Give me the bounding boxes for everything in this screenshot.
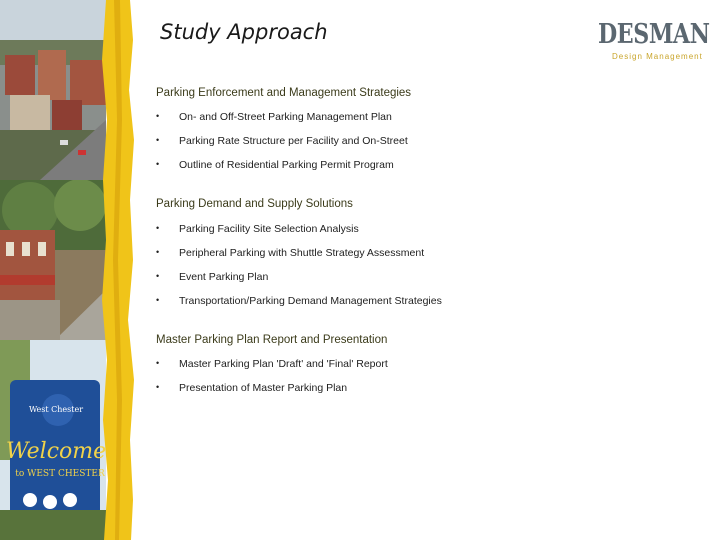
- photo-strip: [0, 0, 106, 540]
- bullet: •: [156, 135, 160, 145]
- list-item-text: Outline of Residential Parking Permit Program: [179, 159, 394, 171]
- svg-text:West Chester: West Chester: [28, 405, 84, 414]
- section-heading: Parking Demand and Supply Solutions: [156, 198, 353, 210]
- section-heading: Parking Enforcement and Management Strategies: [156, 87, 412, 99]
- bullet: •: [156, 295, 160, 305]
- desman-logo: [598, 19, 710, 61]
- bullet: •: [156, 223, 160, 233]
- bullet: •: [156, 111, 160, 121]
- list-item: [156, 295, 696, 311]
- bullet: •: [156, 358, 160, 368]
- list-item: [156, 247, 696, 263]
- list-item: [156, 358, 696, 374]
- bullet: •: [156, 159, 160, 169]
- yellow-accent-band: [100, 0, 136, 540]
- town-aerial-photo: [0, 0, 106, 180]
- logo-tagline: Design Management: [612, 52, 703, 61]
- list-item: [156, 111, 696, 127]
- list-item: [156, 223, 696, 239]
- list-item: [156, 135, 696, 151]
- section-heading: Master Parking Plan Report and Presentation: [156, 334, 388, 346]
- list-item: [156, 271, 696, 287]
- welcome-sign-photo: [0, 340, 106, 540]
- list-item-text: Event Parking Plan: [179, 271, 269, 283]
- bullet: •: [156, 271, 160, 281]
- list-item-text: Parking Facility Site Selection Analysis: [179, 223, 359, 235]
- page-title: Study Approach: [160, 20, 328, 44]
- list-item: [156, 382, 696, 398]
- svg-text:Welcome: Welcome: [5, 439, 106, 464]
- list-item-text: Presentation of Master Parking Plan: [179, 382, 348, 394]
- list-item-text: Peripheral Parking with Shuttle Strategy Assessment: [179, 247, 425, 259]
- list-item-text: Transportation/Parking Demand Management Strategies: [179, 295, 442, 307]
- list-item-text: Master Parking Plan 'Draft' and 'Final' Report: [179, 358, 388, 370]
- bullet: •: [156, 247, 160, 257]
- street-photo: [0, 180, 106, 340]
- svg-text:to WEST CHESTER: to WEST CHESTER: [15, 469, 105, 479]
- bullet: •: [156, 382, 160, 392]
- list-item-text: On- and Off-Street Parking Management Plan: [179, 111, 392, 123]
- list-item-text: Parking Rate Structure per Facility and On-Street: [179, 135, 408, 147]
- logo-wordmark: DESMAN: [598, 19, 710, 50]
- list-item: [156, 159, 696, 175]
